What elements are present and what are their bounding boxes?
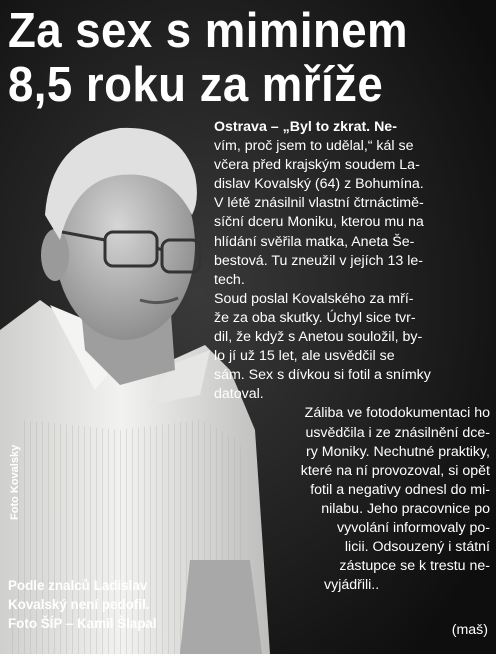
article-line: V létě znásilnil vlastní čtrnáctimě-: [214, 195, 424, 212]
article-line: dil, že když s Anetou souložil, by-: [214, 329, 423, 346]
article-line: Soud poslal Kovalského za mří-: [214, 290, 414, 307]
headline-line-1: Za sex s miminem: [8, 4, 409, 58]
article-line: síční dceru Moniku, kterou mu na: [214, 214, 424, 231]
article-line: fotil a negativy odnesl do mi-: [310, 481, 490, 498]
article-line: datoval.: [214, 386, 264, 403]
caption-line-1: Podle znalců Ladislav: [8, 578, 148, 593]
article-line: vyvolání informovaly po-: [337, 519, 490, 536]
article-line: hlídání svěřila matka, Aneta Še-: [214, 233, 415, 250]
article-line: vím, proč jsem to udělal,“ kál se: [214, 138, 414, 155]
article-body: [214, 118, 490, 595]
headline: [8, 4, 458, 112]
article-line: lo jí už 15 let, ale usvědčil se: [214, 348, 395, 365]
article-line: vyjádřili..: [324, 577, 380, 594]
article-line: včera před krajským soudem La-: [214, 157, 420, 174]
headline-line-2: 8,5 roku za mříže: [8, 58, 384, 112]
caption-line-2: Kovalský není pedofil.: [8, 597, 150, 612]
article-line: sám. Sex s dívkou si fotil a snímky: [214, 367, 431, 384]
article-line: usvědčila i ze znásilnění dce-: [305, 424, 490, 441]
article-line: bestová. Tu zneužil v jejích 13 le-: [214, 252, 423, 269]
photo-caption: [8, 576, 208, 633]
article-line: ry Moniky. Nechutné praktiky,: [306, 443, 490, 460]
article-line: tech.: [214, 271, 245, 288]
photo-credit-vertical: Foto Kovalsky: [9, 444, 21, 520]
article-line: dislav Kovalský (64) z Bohumína.: [214, 176, 424, 193]
article-line: nilabu. Jeho pracovnice po: [321, 500, 490, 517]
author-signature: (maš): [451, 622, 488, 638]
article-line: licii. Odsouzený i státní: [344, 539, 490, 556]
article-line: Záliba ve fotodokumentaci ho: [304, 405, 490, 422]
article-line: zástupce se k trestu ne-: [339, 558, 490, 575]
caption-line-3: Foto ŠÍP – Kamil Šlapal: [8, 616, 157, 631]
article-lead: Ostrava – „Byl to zkrat. Ne-: [214, 119, 397, 135]
article-line: které na ní provozoval, si opět: [300, 462, 490, 479]
article-line: že za oba skutky. Úchyl sice tvr-: [214, 309, 416, 326]
